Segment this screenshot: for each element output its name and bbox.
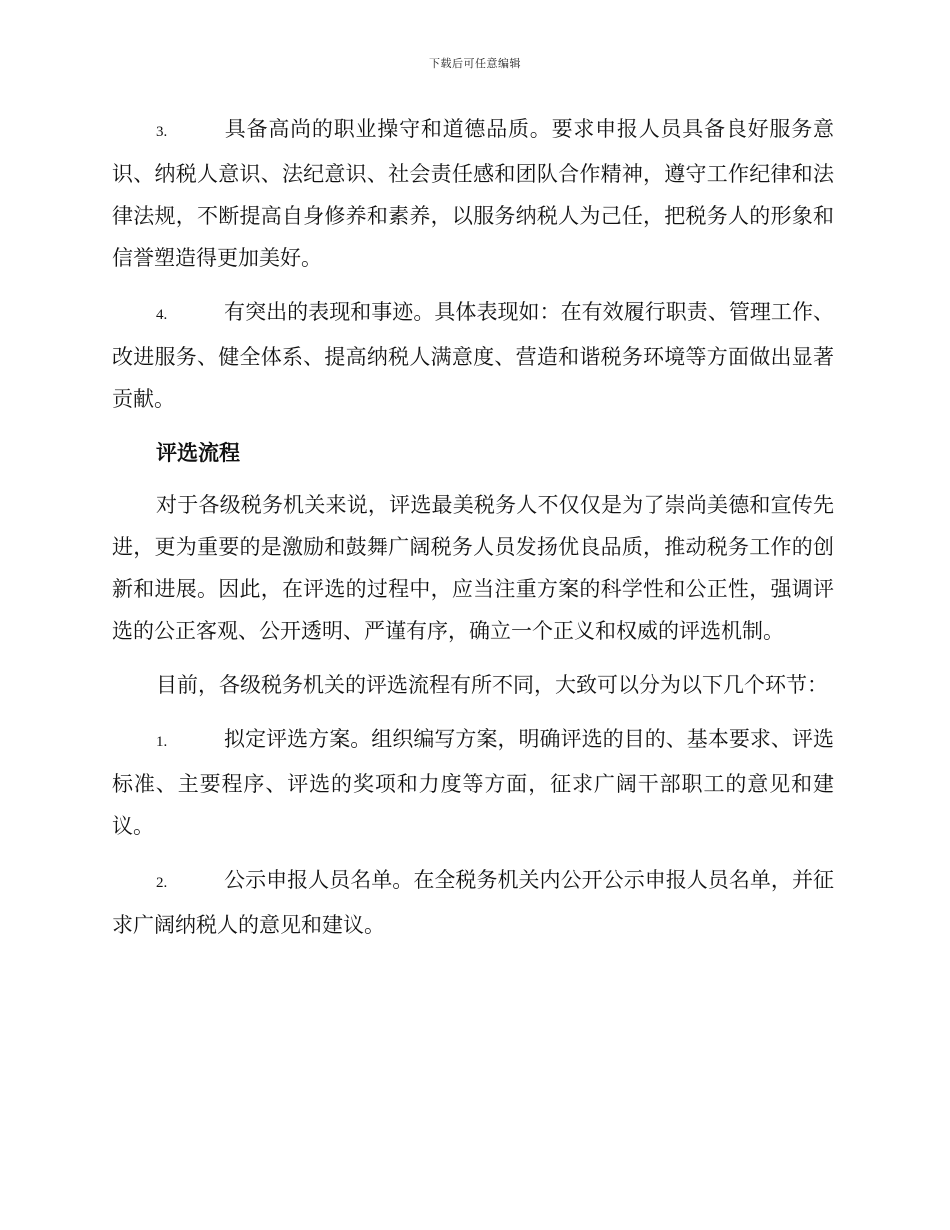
section-heading: 评选流程 bbox=[156, 440, 240, 465]
list-item-text: 有突出的表现和事迹。具体表现如：在有效履行职责、管理工作、改进服务、健全体系、提高纳税人满意度、营造和谐税务环境等方面做出显著贡献。 bbox=[112, 300, 834, 411]
body-paragraph: 对于各级税务机关来说，评选最美税务人不仅仅是为了崇尚美德和宣传先进，更为重要的是激励和鼓舞广阔税务人员发扬优良品质，推动税务工作的创新和进展。因此，在评选的过程中，应当注重方案的科学性和公正性，强调评选的公正客观、公开透明、严谨有序，确立一个正义和权威的评选机制。 bbox=[112, 493, 834, 643]
list-number: 3. bbox=[156, 124, 168, 140]
list-item-3 bbox=[112, 108, 834, 279]
list-number: 2. bbox=[156, 875, 168, 891]
list-item-text: 拟定评选方案。组织编写方案，明确评选的目的、基本要求、评选标准、主要程序、评选的奖项和力度等方面，征求广阔干部职工的意见和建议。 bbox=[112, 727, 834, 838]
list-item-text: 公示申报人员名单。在全税务机关内公开公示申报人员名单，并征求广阔纳税人的意见和建议。 bbox=[112, 868, 834, 937]
list-number: 4. bbox=[156, 307, 168, 323]
page-header: 下载后可任意编辑 bbox=[429, 57, 521, 70]
list-item-text: 具备高尚的职业操守和道德品质。要求申报人员具备良好服务意识、纳税人意识、法纪意识、社会责任感和团队合作精神，遵守工作纪律和法律法规，不断提高自身修养和素养，以服务纳税人为己任，把税务人的形象和信誉塑造得更加美好。 bbox=[112, 117, 834, 270]
list-number: 1. bbox=[156, 734, 168, 750]
list-item-2 bbox=[112, 859, 834, 946]
list-item-1 bbox=[112, 718, 834, 847]
document-body bbox=[112, 108, 834, 958]
body-paragraph: 目前，各级税务机关的评选流程有所不同，大致可以分为以下几个环节： bbox=[156, 673, 828, 697]
list-item-4 bbox=[112, 291, 834, 420]
